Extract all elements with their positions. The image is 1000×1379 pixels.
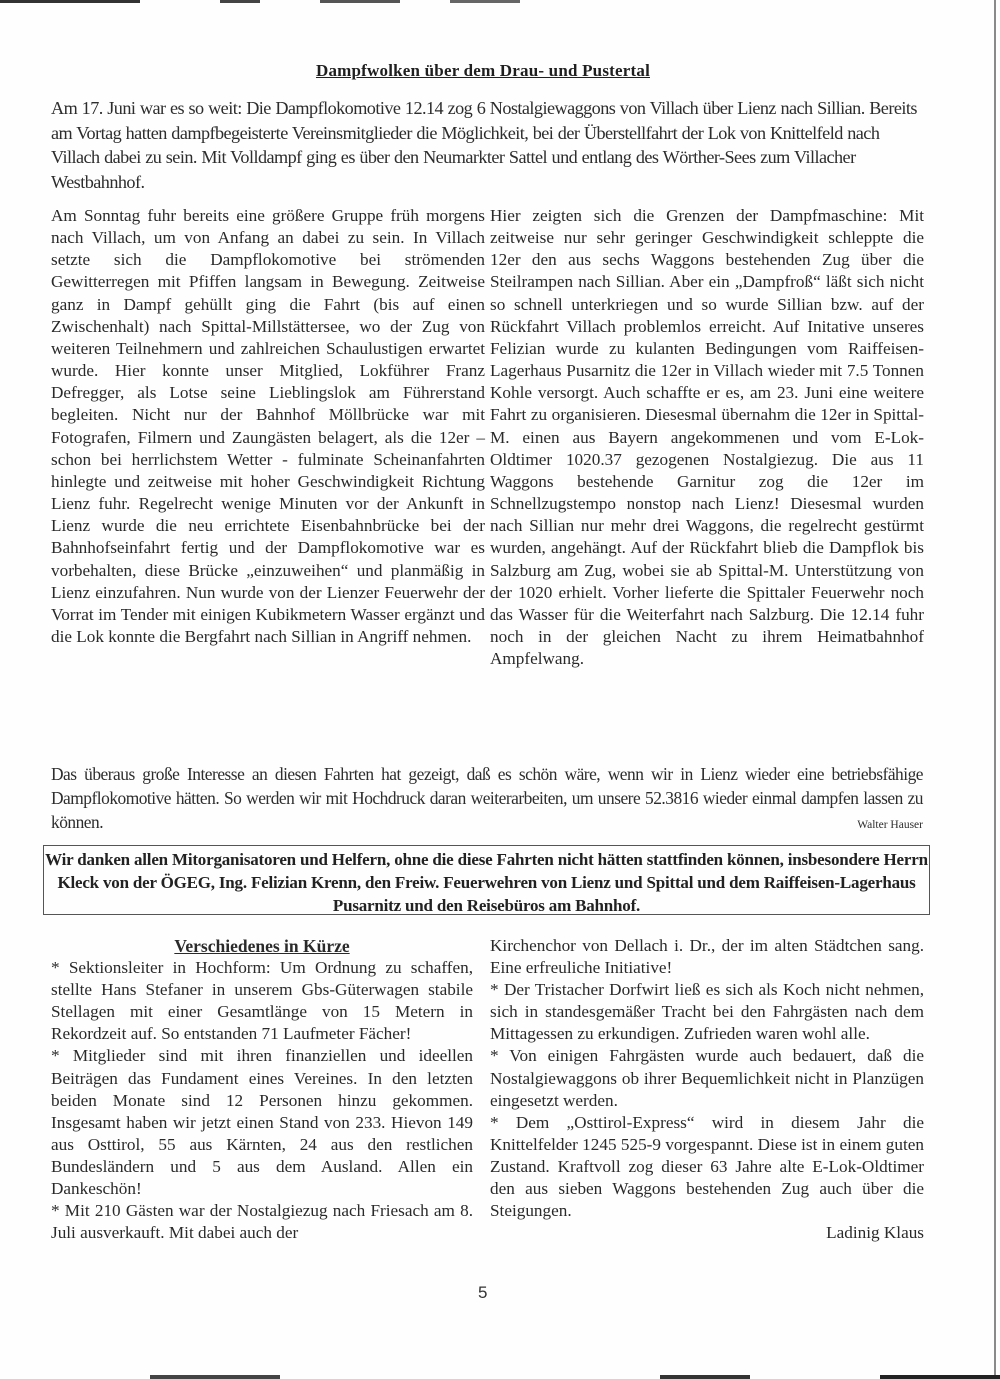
article-title: Dampfwolken über dem Drau- und Pustertal xyxy=(315,61,650,80)
thanks-text: Wir danken allen Mitorganisatoren und Helfern, ohne die diese Fahrten nicht hätten stattfinden können, insbesondere Herrn Kleck von der ÖGEG, Ing. Felizian Krenn, den Freiw. Feuerwehren von Lienz und Spittal und dem Raiffeisen-Lagerhaus Pusarnitz und den Reisebüros am Bahnhof. xyxy=(45,850,928,915)
misc-heading: Verschiedenes in Kürze xyxy=(174,936,350,956)
scan-edge-top xyxy=(0,0,1000,3)
misc-column-right xyxy=(490,935,924,1244)
misc-item: * Mitglieder sind mit ihren finanziellen und ideellen Beiträgen das Fundament eines Vereines. In den letzten beiden Monate sind 12 Personen hinzu gekommen. Insgesamt haben wir jetzt einen Stand von 233. Hievon 149 aus Osttirol, 55 aus Kärnten, 24 aus den restlichen Bundesländern und 5 aus dem Ausland. Allen ein Dankeschön! xyxy=(51,1046,473,1199)
article-column-left-text: Am Sonntag fuhr bereits eine größere Gruppe früh morgens nach Villach, um von Anfang an dabei zu sein. In Villach setzte sich die Dampflokomotive bei strömenden Gewitterregen mit Pfiffen langsam in Bewegung. Zeitweise ganz in Dampf gehüllt ging die Fahrt (bis auf einen Zwischenhalt) nach Spittal-Millstättersee, wo der Zug von weiteren Teilnehmern und zahlreichen Schaulustigen erwartet wurde. Hier konnte unser Mitglied, Lokführer Franz Defregger, als Lotse seine Lieblingslok am Führerstand begleiten. Nicht nur der Bahnhof Möllbrücke war mit Fotografen, Filmern und Zaungästen belagert, als die 12er – schon bei herrlichstem Wetter - fulminate Scheinanfahrten hinlegte und zeitweise mit hoher Geschwindigkeit Richtung Lienz fuhr. Regelrecht wenige Minuten vor der Ankunft in Lienz wurde die neu errichtete Eisenbahnbrücke bei der Bahnhofseinfahrt fertig und der Dampflokomotive war es vorbehalten, diese Brücke „einzuweihen“ und planmäßig in Lienz einzufahren. Nun wurde von der Lienzer Feuerwehr der Vorrat im Tender mit einigen Kubikmetern Wasser ergänzt und die Lok konnte die Bergfahrt nach Sillian in Angriff nehmen. xyxy=(51,206,485,646)
article-author: Walter Hauser xyxy=(857,819,923,831)
misc-item: * Von einigen Fahrgästen wurde auch bedauert, daß die Nostalgiewaggons ob ihrer Bequemlichkeit nicht in Planzügen eingesetzt werden. xyxy=(490,1046,924,1110)
article-column-left xyxy=(51,205,485,648)
article-closing xyxy=(51,762,923,837)
misc-item-continued: Kirchenchor von Dellach i. Dr., der im alten Städtchen sang. Eine erfreuliche Initiative! xyxy=(490,936,924,978)
misc-column-left xyxy=(51,935,473,1244)
scan-edge-right xyxy=(994,0,996,1379)
article-column-right xyxy=(490,205,924,670)
article-closing-text: Das überaus große Interesse an diesen Fahrten hat gezeigt, daß es schön wäre, wenn wir in Lienz wieder eine betriebsfähige Dampflokomotive hätten. So werden wir mit Hochdruck daran weiterarbeiten, um unsere 52.3816 wieder einmal dampfen lassen zu können. xyxy=(51,764,923,832)
scan-edge-bottom xyxy=(0,1375,1000,1379)
misc-item: * Mit 210 Gästen war der Nostalgiezug nach Friesach am 8. Juli ausverkauft. Mit dabei auch der xyxy=(51,1201,473,1243)
misc-item: * Der Tristacher Dorfwirt ließ es sich als Koch nicht nehmen, sich in standesgemäßer Tracht bei den Fahrgästen nach dem Mittagessen zu erkundigen. Zufrieden waren wohl alle. xyxy=(490,980,924,1044)
misc-signature: Ladinig Klaus xyxy=(826,1223,924,1243)
article-intro: Am 17. Juni war es so weit: Die Dampflokomotive 12.14 zog 6 Nostalgiewaggons von Villach über Lienz nach Sillian. Bereits am Vortag hatten dampfbegeisterte Vereinsmitglieder die Möglichkeit, bei der Überstellfahrt der Lok von Knittelfeld nach Villach dabei zu sein. Mit Volldampf ging es über den Neumarkter Sattel und entlang des Wörther-Sees zum Villacher Westbahnhof. xyxy=(51,98,917,192)
misc-item: * Sektionsleiter in Hochform: Um Ordnung zu schaffen, stellte Hans Stefaner in unserem Gbs-Güterwagen stabile Stellagen mit einer Gesamtlänge von 15 Metern in Rekordzeit auf. So entstanden 71 Laufmeter Fächer! xyxy=(51,958,473,1044)
thanks-box xyxy=(43,845,930,915)
article-column-right-text: Hier zeigten sich die Grenzen der Dampfmaschine: Mit zeitweise nur sehr geringer Geschwindigkeit schleppte die 12er den aus sechs Waggons bestehenden Zug über die Steilrampen nach Sillian. Aber ein „Dampfroß“ läßt sich nicht so schnell unterkriegen und so wurde Sillian bzw. auf der Rückfahrt Villach problemlos erreicht. Auf Initative unseres Felizian wurde zu kulanten Bedingungen vom Raiffeisen-Lagerhaus Pusarnitz die 12er in Villach wieder mit 7.5 Tonnen Kohle versorgt. Auch schaffte er es, am 23. Juni eine weitere Fahrt zu organisieren. Diesesmal übernahm die 12er in Spittal-M. einen aus Bayern angekommenen und vom E-Lok-Oldtimer 1020.37 gezogenen Nostalgiezug. Die aus 11 Waggons bestehende Garnitur zog die 12er im Schnellzugstempo nonstop nach Lienz! Diesesmal wurden nach Sillian nur mehr drei Waggons, die regelrecht gestürmt wurden, angehängt. Auf der Rückfahrt blieb die Dampflok bis Salzburg am Zug, wobei sie ab Spittal-M. Unterstützung von der 1020 erhielt. Vorher lieferte die Spittaler Feuerwehr noch das Wasser für die Weiterfahrt nach Salzburg. Die 12.14 fuhr noch in der gleichen Nacht zu ihrem Heimatbahnhof Ampfelwang. xyxy=(490,206,924,669)
misc-item: * Dem „Osttirol-Express“ wird in diesem Jahr die Knittelfelder 1245 525-9 vorgespannt. Diese ist in einem guten Zustand. Kraftvoll zog dieser 63 Jahre alte E-Lok-Oldtimer den aus sieben Waggons bestehenden Zug auch über die Steigungen. xyxy=(490,1112,924,1221)
page-number: 5 xyxy=(478,1283,488,1302)
